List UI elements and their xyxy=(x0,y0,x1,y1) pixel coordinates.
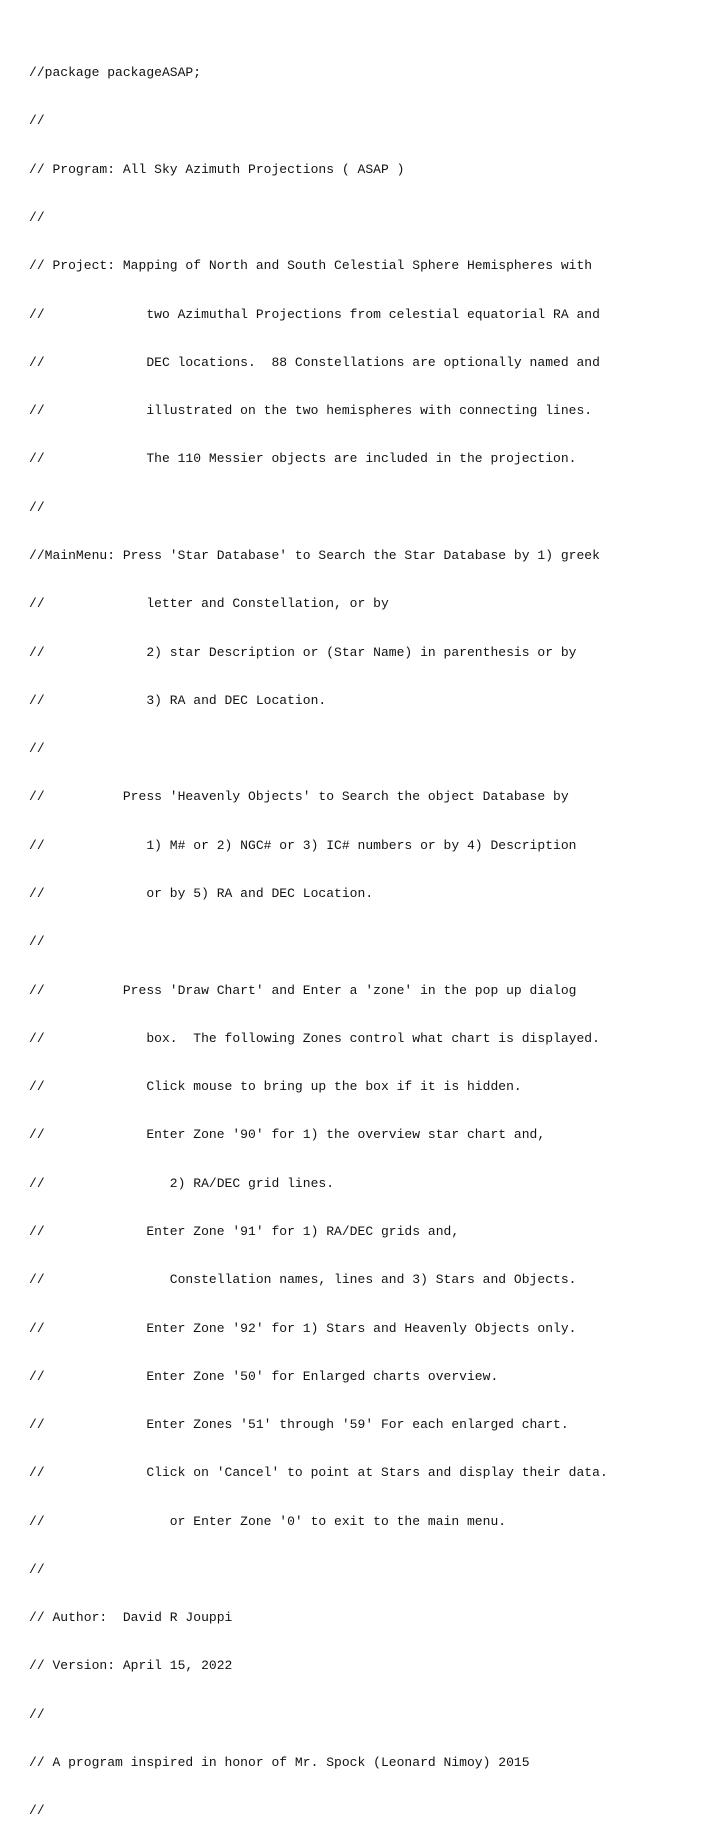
code-line: // Enter Zones '51' through '59' For each enlarged chart. xyxy=(29,1417,569,1433)
code-line: // letter and Constellation, or by xyxy=(29,596,389,612)
code-line: // two Azimuthal Projections from celestial equatorial RA and xyxy=(29,306,600,322)
code-line: // xyxy=(29,1706,45,1722)
code-line: // xyxy=(29,1561,45,1577)
code-line: // Project: Mapping of North and South Celestial Sphere Hemispheres with xyxy=(29,258,593,274)
code-line: // A program inspired in honor of Mr. Spock (Leonard Nimoy) 2015 xyxy=(29,1755,530,1771)
code-line: // or by 5) RA and DEC Location. xyxy=(29,885,374,901)
code-line: // 1) M# or 2) NGC# or 3) IC# numbers or by 4) Description xyxy=(29,837,577,853)
code-line: // xyxy=(29,113,45,129)
code-line: // Click on 'Cancel' to point at Stars and display their data. xyxy=(29,1465,608,1481)
code-line: // or Enter Zone '0' to exit to the main menu. xyxy=(29,1513,507,1529)
code-line: // 2) star Description or (Star Name) in parenthesis or by xyxy=(29,644,577,660)
code-line: // Program: All Sky Azimuth Projections ( ASAP ) xyxy=(29,161,405,177)
code-line: //package packageASAP; xyxy=(29,65,202,81)
code-line: // Constellation names, lines and 3) Stars and Objects. xyxy=(29,1272,577,1288)
code-line: // xyxy=(29,741,45,757)
code-line: // illustrated on the two hemispheres with connecting lines. xyxy=(29,403,593,419)
code-line: // Press 'Heavenly Objects' to Search the object Database by xyxy=(29,789,569,805)
code-line: // Version: April 15, 2022 xyxy=(29,1658,233,1674)
code-line: // Enter Zone '50' for Enlarged charts overview. xyxy=(29,1368,499,1384)
code-line: // 3) RA and DEC Location. xyxy=(29,692,327,708)
code-line: // Enter Zone '92' for 1) Stars and Heavenly Objects only. xyxy=(29,1320,577,1336)
code-line: // DEC locations. 88 Constellations are optionally named and xyxy=(29,354,600,370)
code-line: // xyxy=(29,499,45,515)
code-line: // Enter Zone '91' for 1) RA/DEC grids and, xyxy=(29,1223,460,1239)
code-line: // 2) RA/DEC grid lines. xyxy=(29,1175,335,1191)
source-code-comment-block xyxy=(29,33,699,1836)
code-line: // Enter Zone '90' for 1) the overview star chart and, xyxy=(29,1127,546,1143)
code-line: // Press 'Draw Chart' and Enter a 'zone' in the pop up dialog xyxy=(29,982,577,998)
code-line: // xyxy=(29,210,45,226)
code-line: // Author: David R Jouppi xyxy=(29,1610,233,1626)
code-line: // xyxy=(29,934,45,950)
code-line: // Click mouse to bring up the box if it is hidden. xyxy=(29,1079,522,1095)
code-line: // The 110 Messier objects are included in the projection. xyxy=(29,451,577,467)
code-line: // xyxy=(29,1803,45,1819)
code-line: //MainMenu: Press 'Star Database' to Search the Star Database by 1) greek xyxy=(29,548,600,563)
code-line: // box. The following Zones control what chart is displayed. xyxy=(29,1030,600,1046)
